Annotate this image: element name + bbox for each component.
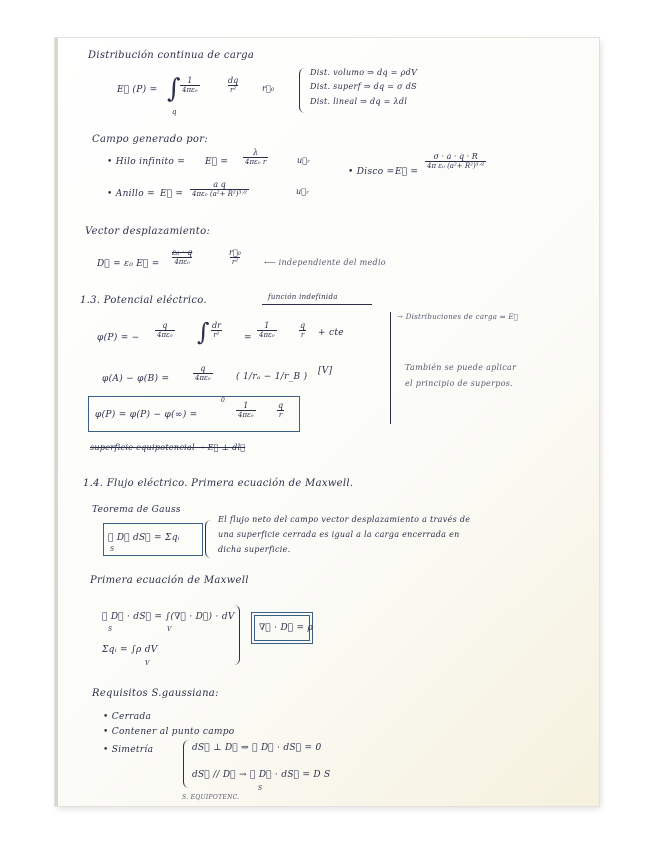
equation-lhs: E⃗ (P) = <box>117 85 158 95</box>
section-title: Primera ecuación de Maxwell <box>90 575 249 586</box>
fraction: $\frac{q}{r}$ <box>300 321 306 340</box>
annotation: ⟵ independiente del medio <box>264 258 386 267</box>
fraction: $\frac{dq}{\text{r²}}$ <box>228 76 239 95</box>
side-note: → Distribuciones de carga ⇒ E⃗ <box>397 313 519 321</box>
section-title: Requisitos S.gaussiana: <box>92 688 219 699</box>
gauss-equation: ∮ D⃗ dS⃗ = Σqᵢ <box>108 533 180 543</box>
symmetry-case: dS⃗ // D⃗ → ∮ D⃗ · dS⃗ = D S <box>192 770 331 780</box>
section-title: Distribución continua de carga <box>88 50 255 61</box>
brace <box>183 740 190 788</box>
distribution-line: Dist. lineal ⇒ dq = λdl <box>310 97 408 106</box>
fraction: $\frac{1}{\text{4πε₀}}$ <box>182 76 198 95</box>
equation-lhs: φ(P) = φ(P) − φ(∞) = <box>95 410 198 420</box>
definition-text: una superficie cerrada es igual a la carga encerrada en <box>218 530 460 539</box>
underline <box>262 304 372 305</box>
requirement-item: • Contener al punto campo <box>103 727 235 737</box>
struck-note: superficie equipotencial → E⃗ ⊥ dl⃗ <box>90 443 246 452</box>
unit-vector: u⃗ᵣ <box>297 156 311 165</box>
side-label: función indefinida <box>268 293 338 301</box>
section-title: Campo generado por: <box>92 134 208 145</box>
equation-lhs: E⃗ = <box>395 167 419 177</box>
integral-subscript: q <box>172 108 177 116</box>
footnote: S. EQUIPOTENC. <box>182 794 240 801</box>
definition-text: El flujo neto del campo vector desplazamiento a través de <box>218 515 471 524</box>
brace <box>299 68 306 113</box>
charge-equation: Σqᵢ = ∫ρ dV <box>102 645 158 655</box>
equation-lhs: φ(P) = − <box>97 333 140 343</box>
brace <box>205 520 211 558</box>
distribution-line: Dist. superf ⇒ dq = σ dS <box>310 82 417 91</box>
fraction: a q 4πε₀ (a²+ R²)³ᐟ² <box>192 180 248 199</box>
fraction: $\frac{q}{\text{4πε₀}}$ <box>195 364 211 383</box>
integral-subscript: S <box>258 785 263 792</box>
integral-sign: ∫ <box>197 318 210 346</box>
fraction: $\frac{1}{\text{4πε₀}}$ <box>259 321 275 340</box>
unit-vector: r⃗₀ <box>262 84 275 93</box>
fraction: σ · a · q · R 4π ε₀ (a²+ R²)³ᐟ² <box>427 152 485 171</box>
section-title: 1.3. Potencial eléctrico. <box>80 295 207 306</box>
fraction: $\frac{q}{r}$ <box>278 401 284 420</box>
brace <box>233 605 240 665</box>
fraction: $\frac{\lambda}{\text{4πε₀ r}}$ <box>245 148 267 167</box>
fraction: $\frac{1}{\text{4πε₀}}$ <box>238 401 254 420</box>
integral-subscript: V <box>145 660 150 667</box>
integral-subscript: V <box>167 626 172 633</box>
integral-subscript: S <box>110 546 115 553</box>
parenthetical: ( 1/rₐ − 1/r_B ) <box>236 372 308 382</box>
section-title: 1.4. Flujo eléctrico. Primera ecuación de Maxwell. <box>83 478 354 489</box>
section-title: Vector desplazamiento: <box>85 226 211 237</box>
superscript: 0 <box>221 397 226 404</box>
fraction: $\frac{q}{\text{4πε₀}}$ <box>157 321 173 340</box>
maxwell-divergence: ∇⃗ · D⃗ = ρ <box>259 623 314 633</box>
side-note: También se puede aplicar <box>405 363 517 372</box>
side-note: el principio de superpos. <box>405 379 513 388</box>
requirement-item: • Simetría <box>103 745 154 755</box>
distribution-line: Dist. volumo ⇒ dq = ρdV <box>310 68 418 77</box>
equation-tail: + cte <box>318 328 344 338</box>
item-label: • Hilo infinito = <box>107 157 186 167</box>
integral-subscript: S <box>108 626 113 633</box>
divider-line <box>390 312 391 424</box>
item-label: • Disco = <box>348 167 395 177</box>
integral-sign: ∫ <box>167 74 181 104</box>
maxwell-equation: ∮ D⃗ · dS⃗ = ∫(∇⃗ · D⃗) · dV <box>102 612 235 622</box>
fraction: $\frac{dr}{\text{r²}}$ <box>212 321 221 340</box>
equation-lhs: E⃗ = <box>205 157 229 167</box>
equation-lhs: E⃗ = <box>160 189 184 199</box>
definition-text: dicha superficie. <box>218 545 291 554</box>
symmetry-case: dS⃗ ⊥ D⃗ ⇒ ∮ D⃗ · dS⃗ = 0 <box>192 743 322 753</box>
fraction: $\frac{\text{r⃗₀}}{\text{r²}}$ <box>229 248 241 267</box>
equation-lhs: φ(A) − φ(B) = <box>102 374 170 384</box>
unit-vector: u⃗ᵣ <box>296 187 310 196</box>
item-label: • Anillo = <box>107 189 155 199</box>
subsection-title: Teorema de Gauss <box>92 505 181 515</box>
requirement-item: • Cerrada <box>103 712 152 722</box>
equals-sign: = <box>244 333 252 343</box>
fraction: $\frac{\text{ε₀ · q}}{\text{4πε₀}}$ <box>172 248 193 267</box>
equation: D⃗ = ε₀ E⃗ = <box>97 259 160 269</box>
unit: [V] <box>318 366 333 376</box>
